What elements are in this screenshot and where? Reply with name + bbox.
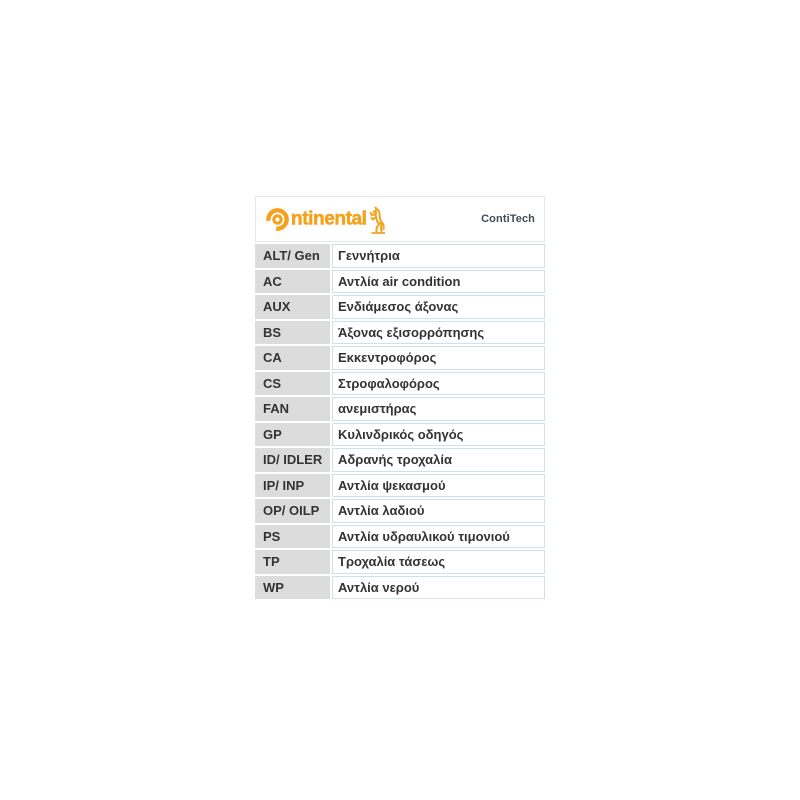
contitech-label: ContiTech — [481, 213, 535, 225]
rearing-horse-icon — [369, 206, 386, 234]
description-cell: Ενδιάμεσος άξονας — [332, 295, 545, 319]
description-cell: Αντλία νερού — [332, 576, 545, 600]
abbreviation-cell: ALT/ Gen — [255, 244, 330, 268]
description-cell: Κυλινδρικός οδηγός — [332, 423, 545, 447]
description-cell: Άξονας εξισορρόπησης — [332, 321, 545, 345]
abbreviation-cell: BS — [255, 321, 330, 345]
continental-c-mark-icon — [265, 207, 290, 232]
description-cell: Τροχαλία τάσεως — [332, 550, 545, 574]
description-cell: Αντλία air condition — [332, 270, 545, 294]
description-cell: ανεμιστήρας — [332, 397, 545, 421]
abbreviation-cell: TP — [255, 550, 330, 574]
abbreviation-cell: AC — [255, 270, 330, 294]
abbreviation-table-body — [255, 244, 545, 599]
description-cell: Αντλία ψεκασμού — [332, 474, 545, 498]
abbreviation-cell: FAN — [255, 397, 330, 421]
abbreviation-cell: CS — [255, 372, 330, 396]
abbreviation-cell: WP — [255, 576, 330, 600]
brand-header — [255, 196, 545, 242]
table-row — [255, 372, 545, 396]
table-row — [255, 550, 545, 574]
abbreviation-cell: AUX — [255, 295, 330, 319]
abbreviation-cell: IP/ INP — [255, 474, 330, 498]
table-row — [255, 244, 545, 268]
abbreviation-cell: CA — [255, 346, 330, 370]
abbreviation-cell: ID/ IDLER — [255, 448, 330, 472]
table-row — [255, 295, 545, 319]
table-row — [255, 525, 545, 549]
description-cell: Αντλία λαδιού — [332, 499, 545, 523]
continental-logo — [265, 205, 386, 233]
description-cell: Στροφαλοφόρος — [332, 372, 545, 396]
table-row — [255, 499, 545, 523]
description-cell: Αντλία υδραυλικού τιμονιού — [332, 525, 545, 549]
abbreviation-cell: OP/ OILP — [255, 499, 330, 523]
table-row — [255, 423, 545, 447]
table-row — [255, 576, 545, 600]
table-row — [255, 448, 545, 472]
description-cell: Εκκεντροφόρος — [332, 346, 545, 370]
table-row — [255, 270, 545, 294]
table-row — [255, 397, 545, 421]
abbreviation-cell: PS — [255, 525, 330, 549]
table-row — [255, 321, 545, 345]
table-row — [255, 346, 545, 370]
contitech-abbreviation-sheet — [255, 196, 545, 599]
description-cell: Αδρανής τροχαλία — [332, 448, 545, 472]
abbreviation-cell: GP — [255, 423, 330, 447]
continental-logo-text: ntinental — [291, 208, 367, 230]
table-row — [255, 474, 545, 498]
description-cell: Γεννήτρια — [332, 244, 545, 268]
